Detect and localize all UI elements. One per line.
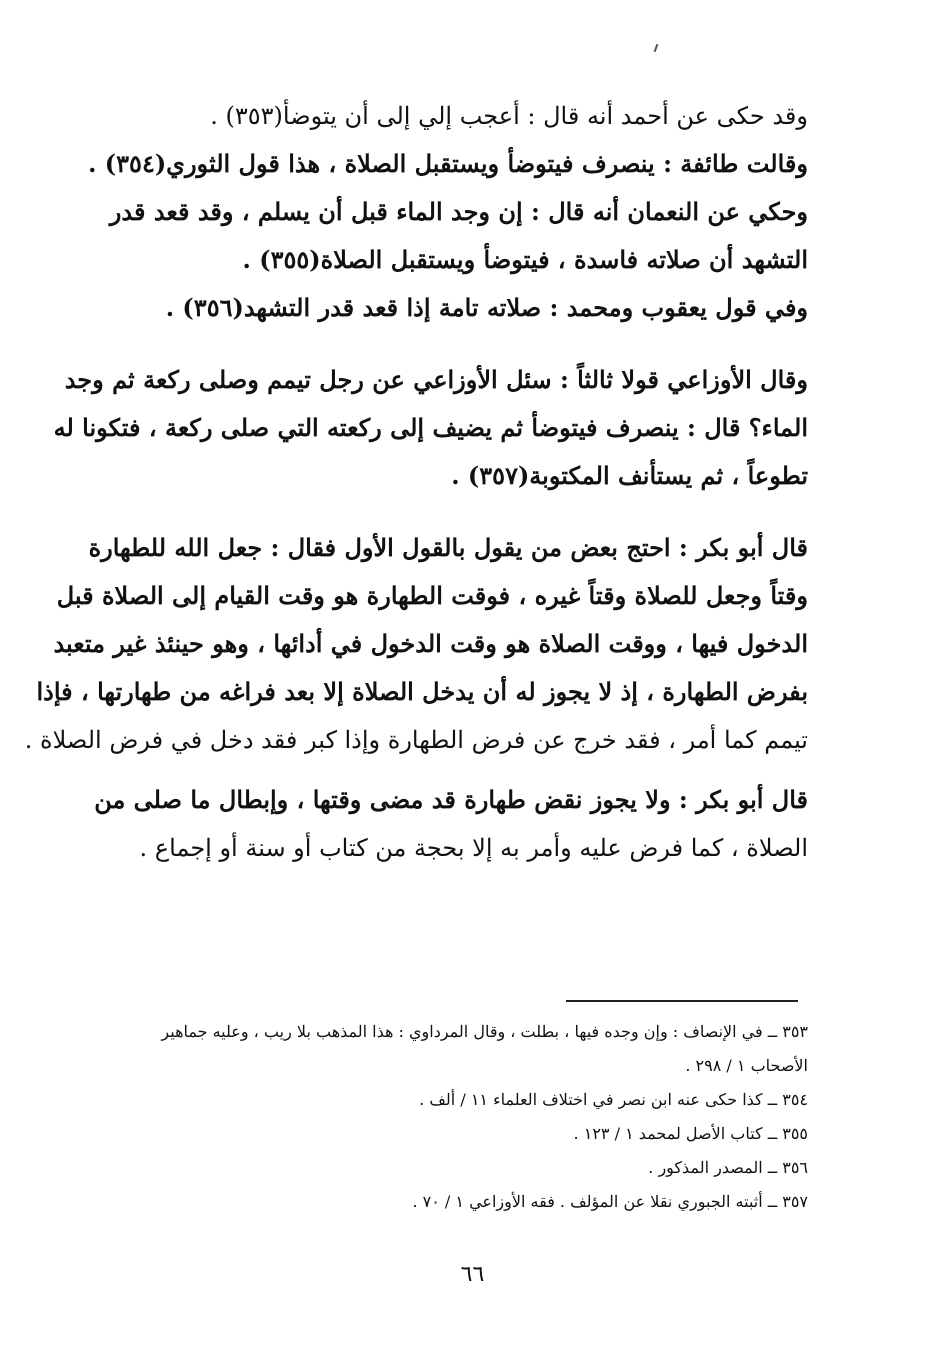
text-line: الصلاة ، كما فرض عليه وأمر به إلا بحجة من كتاب أو سنة أو إجماع . [139, 834, 808, 862]
footnote-separator [566, 1000, 798, 1002]
footnote: ٣٥٧ ــ أثبته الجبوري نقلا عن المؤلف . فقه الأوزاعي ١ / ٧٠ . [412, 1192, 808, 1211]
text-line: وحكي عن النعمان أنه قال : إن وجد الماء قبل أن يسلم ، وقد قعد قدر [109, 197, 808, 226]
text-line: وقال الأوزاعي قولا ثالثاً : سئل الأوزاعي عن رجل تيمم وصلى ركعة ثم وجد [64, 365, 808, 394]
text-line: التشهد أن صلاته فاسدة ، فيتوضأ ويستقبل الصلاة(٣٥٥) . [242, 245, 808, 274]
footnotes [128, 1015, 808, 1219]
text-line: الدخول فيها ، ووقت الصلاة هو وقت الدخول في أدائها ، وهو حينئذ غير متعبد [53, 629, 808, 658]
page-number: ٦٦ [460, 1262, 485, 1287]
text-line: قال أبو بكر : ولا يجوز نقض طهارة قد مضى وقتها ، وإبطال ما صلى من [94, 785, 808, 814]
text-line: وقالت طائفة : ينصرف فيتوضأ ويستقبل الصلاة ، هذا قول الثوري(٣٥٤) . [88, 149, 808, 178]
footnote: ٣٥٣ ــ في الإنصاف : وإن وجده فيها ، بطلت ، وقال المرداوي : هذا المذهب بلا ريب ، وعليه جماهير [161, 1022, 808, 1041]
text-line: وقتاً وجعل للصلاة وقتاً غيره ، فوقت الطهارة هو وقت القيام إلى الصلاة قبل [56, 581, 808, 610]
text-line: بفرض الطهارة ، إذ لا يجوز له أن يدخل الصلاة إلا بعد فراغه من طهارتها ، فإذا [36, 677, 808, 706]
text-line: قال أبو بكر : احتج بعض من يقول بالقول الأول فقال : جعل الله للطهارة [88, 533, 808, 562]
footnote: ٣٥٥ ــ كتاب الأصل لمحمد ١ / ١٢٣ . [573, 1124, 808, 1143]
text-line: وفي قول يعقوب ومحمد : صلاته تامة إذا قعد قدر التشهد(٣٥٦) . [165, 293, 808, 322]
ink-mark [654, 44, 659, 52]
text-line: وقد حكى عن أحمد أنه قال : أعجب إلي إلى أن يتوضأ(٣٥٣) . [210, 102, 808, 130]
footnote: الأصحاب ١ / ٢٩٨ . [685, 1056, 808, 1075]
main-text [24, 92, 808, 872]
text-line: تطوعاً ، ثم يستأنف المكتوبة(٣٥٧) . [451, 461, 808, 490]
text-line: الماء؟ قال : ينصرف فيتوضأ ثم يضيف إلى ركعته التي صلى ركعة ، فتكونا له [53, 413, 808, 442]
text-line: تيمم كما أمر ، فقد خرج عن فرض الطهارة وإذا كبر فقد دخل في فرض الصلاة . [24, 726, 808, 754]
footnote: ٣٥٦ ــ المصدر المذكور . [648, 1158, 808, 1177]
footnote: ٣٥٤ ــ كذا حكى عنه ابن نصر في اختلاف العلماء ١١ / ألف . [419, 1090, 808, 1109]
